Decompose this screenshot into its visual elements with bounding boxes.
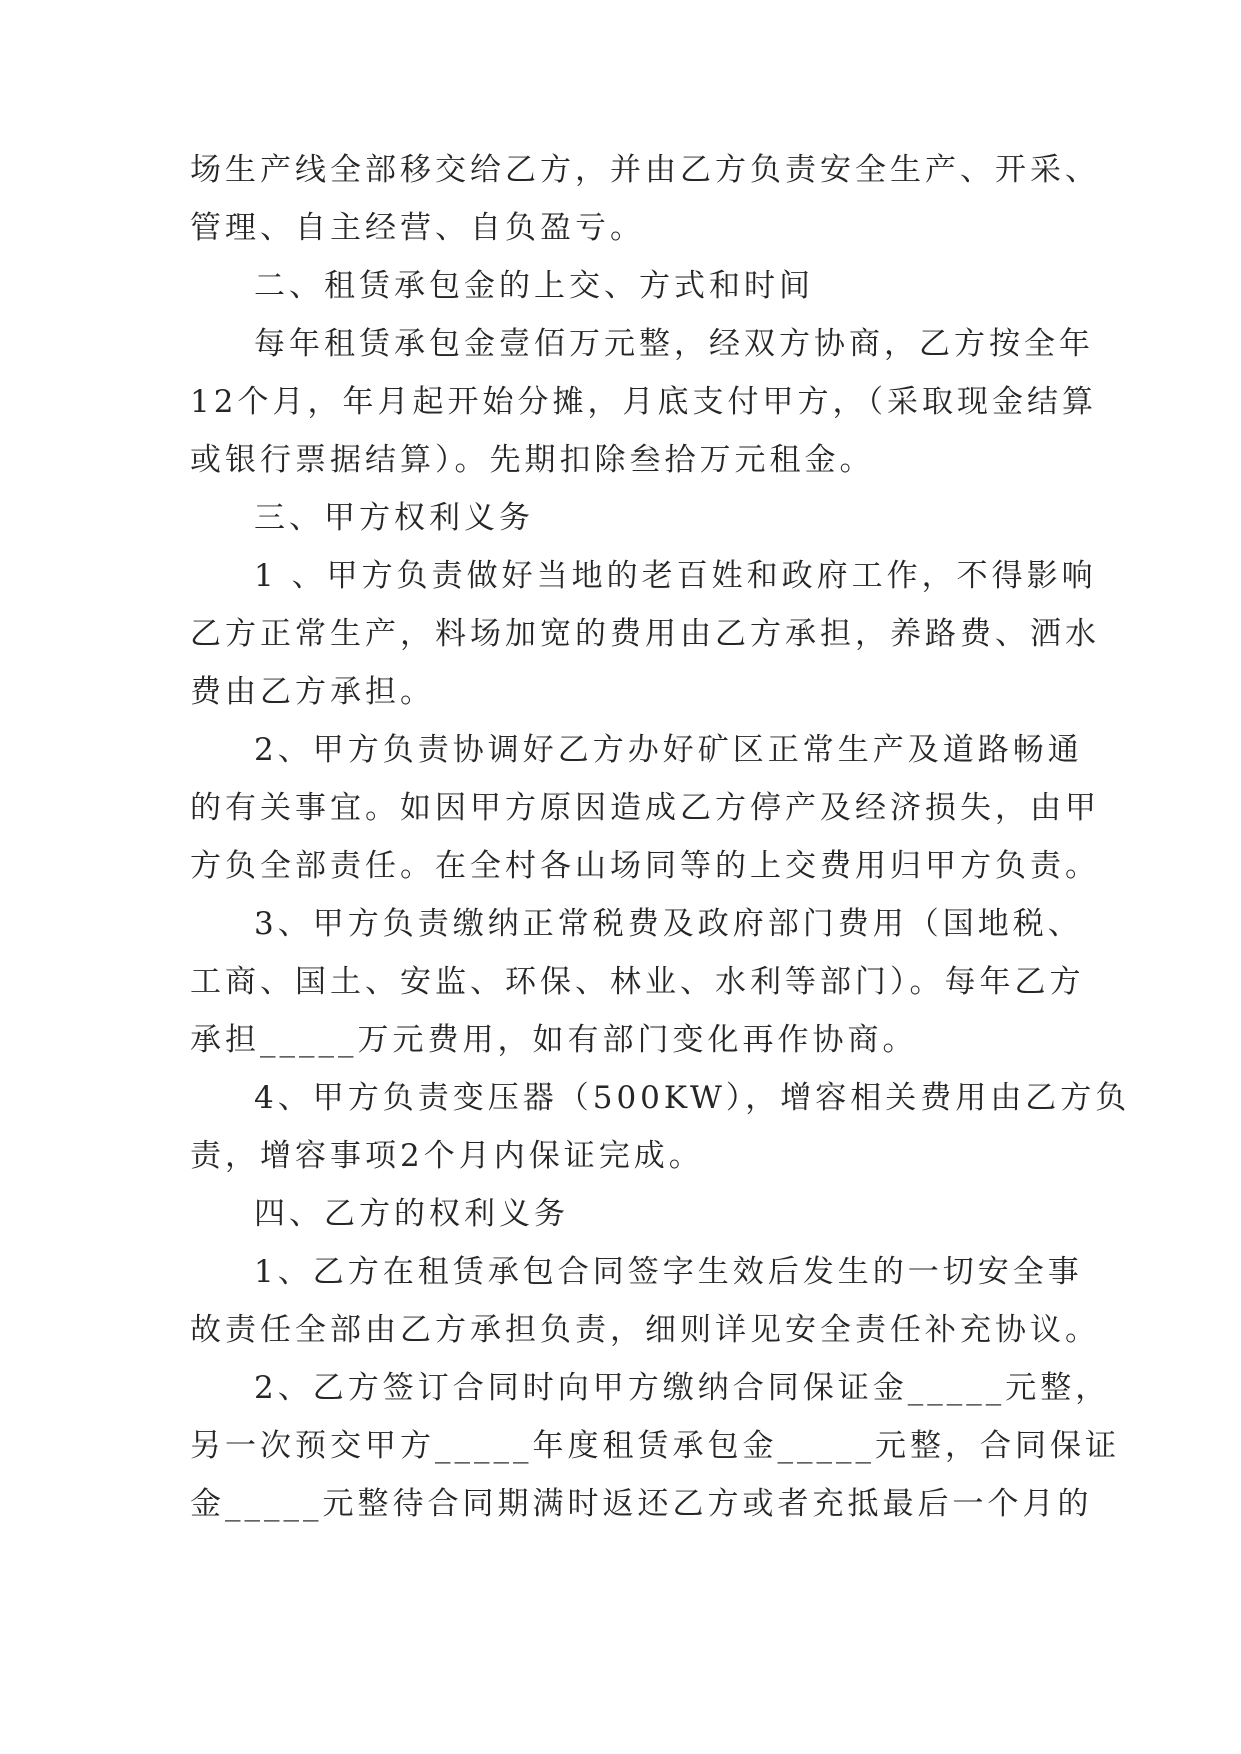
text-line: 工商、国土、安监、环保、林业、水利等部门）。每年乙方 (190, 964, 1085, 1000)
text-line: 故责任全部由乙方承担负责，细则详见安全责任补充协议。 (190, 1312, 1100, 1348)
text-line: 费由乙方承担。 (190, 674, 435, 710)
text-line: 1、乙方在租赁承包合同签字生效后发生的一切安全事 (254, 1254, 1083, 1290)
text-line: 金_____元整待合同期满时返还乙方或者充抵最后一个月的 (190, 1486, 1093, 1522)
text-line: 管理、自主经营、自负盈亏。 (190, 210, 645, 246)
text-line: 乙方正常生产，料场加宽的费用由乙方承担，养路费、洒水 (190, 616, 1100, 652)
text-line: 承担_____万元费用，如有部门变化再作协商。 (190, 1022, 918, 1058)
text-line: 或银行票据结算）。先期扣除叁拾万元租金。 (190, 442, 875, 478)
text-line: 4、甲方负责变压器（500KW），增容相关费用由乙方负 (254, 1080, 1131, 1116)
section-heading: 三、甲方权利义务 (254, 500, 534, 536)
text-line: 每年租赁承包金壹佰万元整，经双方协商，乙方按全年 (254, 326, 1094, 362)
text-line: 方负全部责任。在全村各山场同等的上交费用归甲方负责。 (190, 848, 1100, 884)
section-heading: 四、乙方的权利义务 (254, 1196, 569, 1232)
text-line: 场生产线全部移交给乙方，并由乙方负责安全生产、开采、 (190, 152, 1100, 188)
text-line: 2、乙方签订合同时向甲方缴纳合同保证金_____元整， (254, 1370, 1111, 1406)
text-line: 12个月，年月起开始分摊，月底支付甲方，（采取现金结算 (190, 384, 1097, 420)
text-line: 责，增容事项2个月内保证完成。 (190, 1138, 704, 1174)
text-line: 另一次预交甲方_____年度租赁承包金_____元整，合同保证 (190, 1428, 1120, 1464)
text-line: 3、甲方负责缴纳正常税费及政府部门费用（国地税、 (254, 906, 1083, 942)
text-line: 1 、甲方负责做好当地的老百姓和政府工作，不得影响 (254, 558, 1097, 594)
text-line: 2、甲方负责协调好乙方办好矿区正常生产及道路畅通 (254, 732, 1083, 768)
text-line: 的有关事宜。如因甲方原因造成乙方停产及经济损失，由甲 (190, 790, 1100, 826)
section-heading: 二、租赁承包金的上交、方式和时间 (254, 268, 814, 304)
